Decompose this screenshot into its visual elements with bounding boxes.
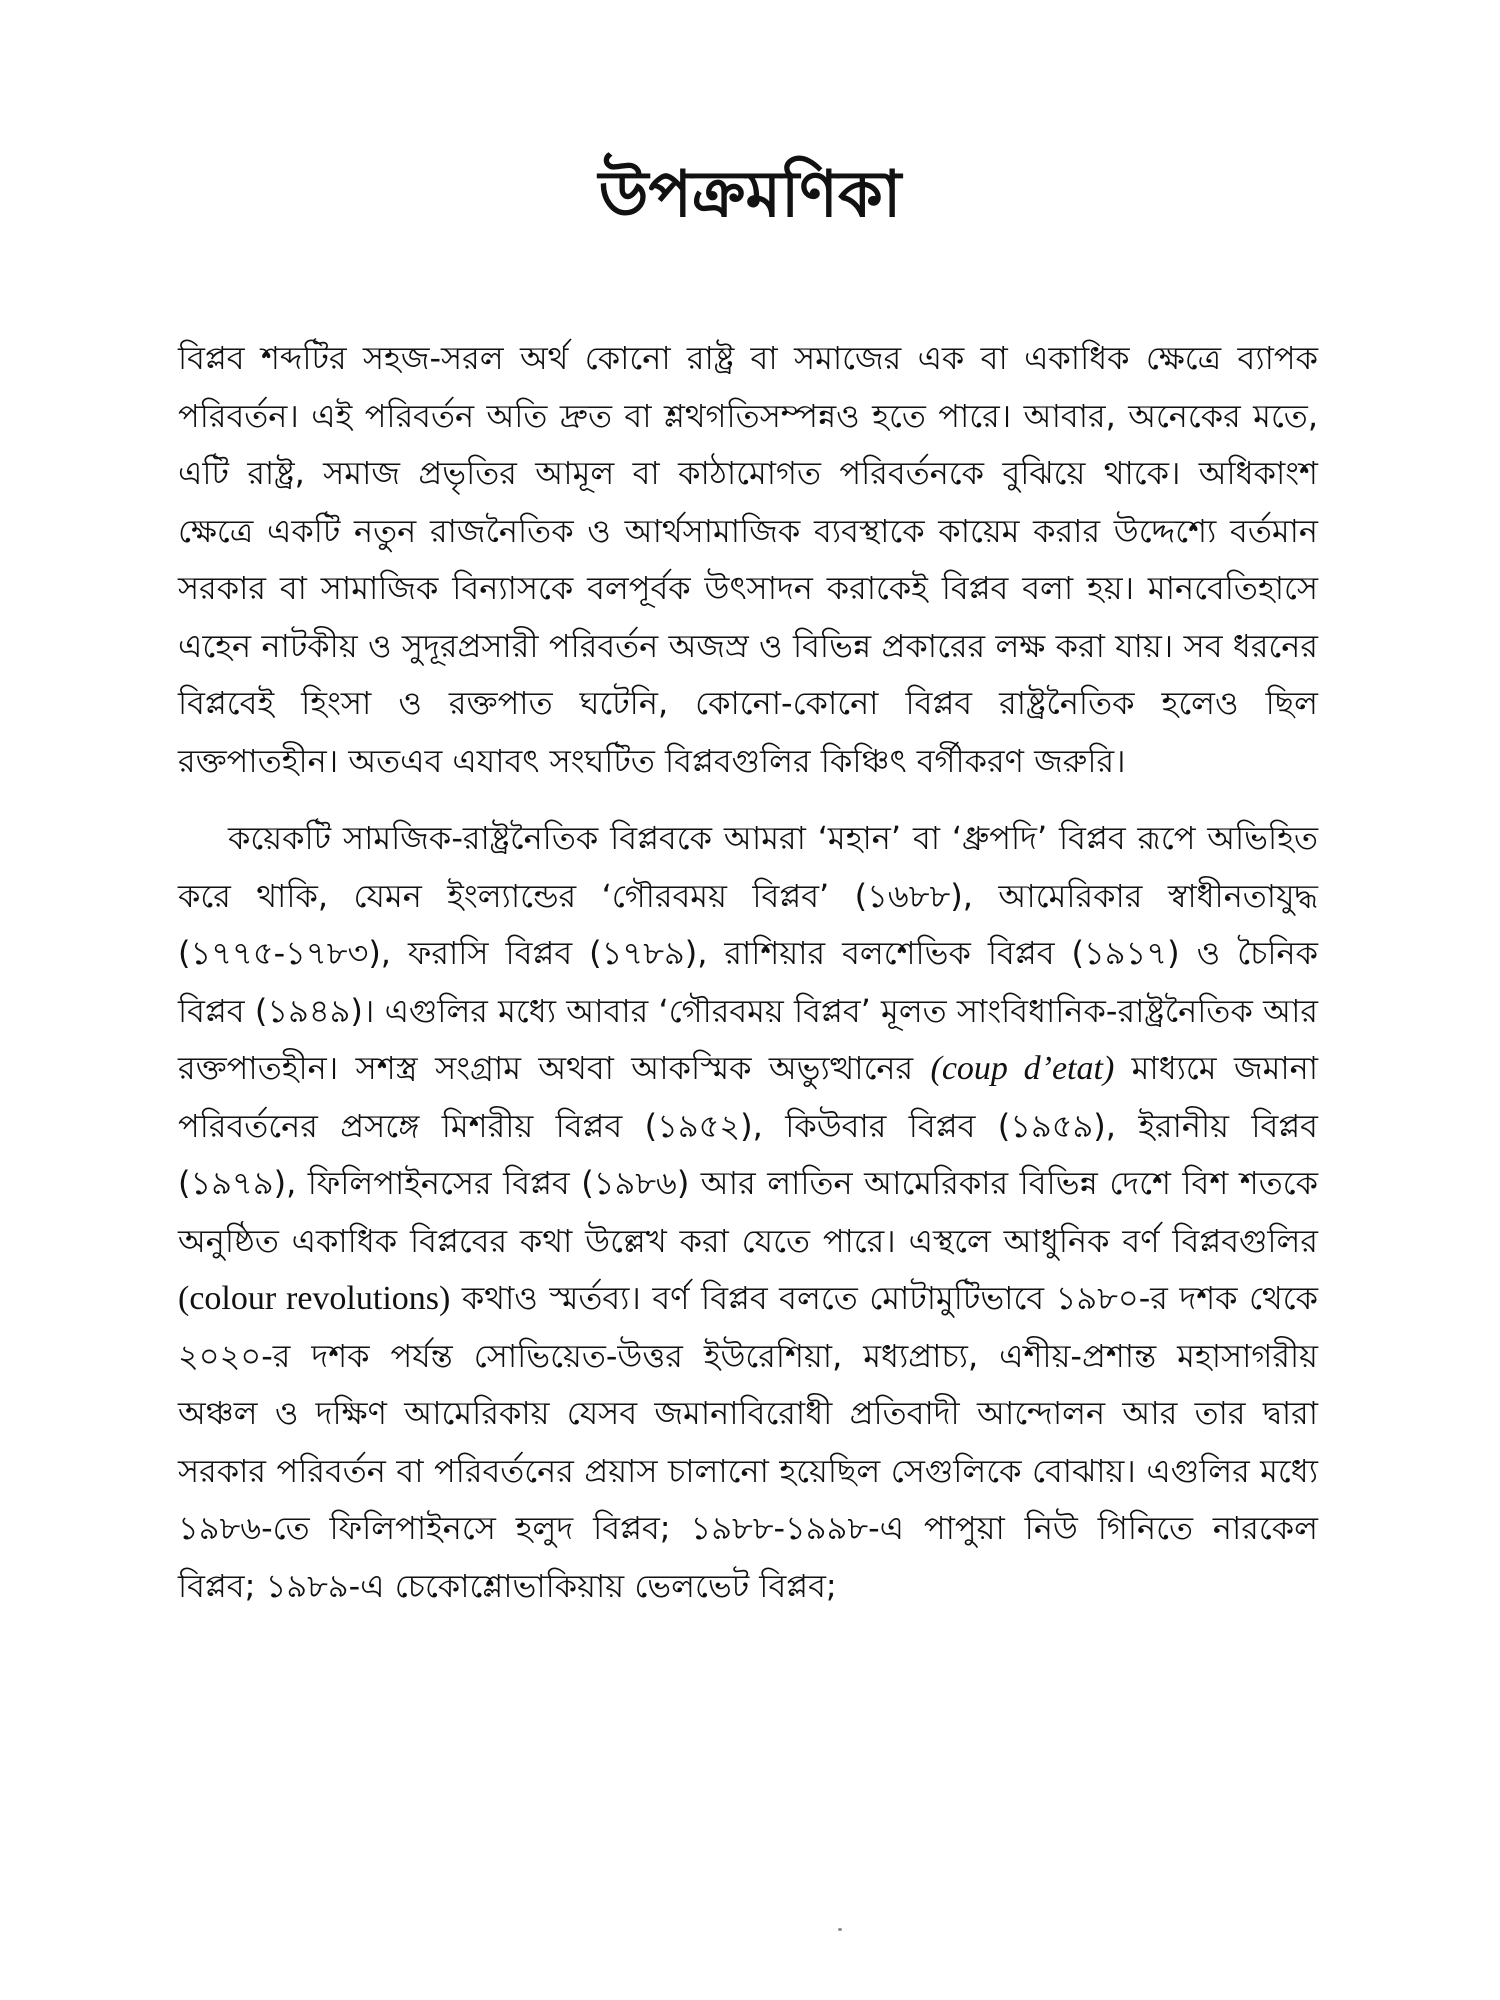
- page-speck: [838, 1928, 842, 1931]
- paragraph-2-text-a: কয়েকটি সামজিক-রাষ্ট্রনৈতিক বিপ্লবকে আমরা ‘মহান’ বা ‘ধ্রুপদি’ বিপ্লব রূপে অভিহিত করে থাকি, যেমন ইংল্যান্ডের ‘গৌরবময় বিপ্লব’ (১৬৮৮), আমেরিকার স্বাধীনতাযুদ্ধ (১৭৭৫-১৭৮৩), ফরাসি বিপ্লব (১৭৮৯), রাশিয়ার বলশেভিক বিপ্লব (১৯১৭) ও চৈনিক বিপ্লব (১৯৪৯)। এগুলির মধ্যে আবার ‘গৌরবময় বিপ্লব’ মূলত সাংবিধানিক-রাষ্ট্রনৈতিক আর রক্তপাতহীন। সশস্ত্র সংগ্রাম অথবা আকস্মিক অভ্যুত্থানের: [178, 819, 1318, 1087]
- paragraph-2: [178, 810, 1318, 1615]
- paragraph-2-text-c: কথাও স্মর্তব্য। বর্ণ বিপ্লব বলতে মোটামুটিভাবে ১৯৮০-র দশক থেকে ২০২০-র দশক পর্যন্ত সোভিয়েত-উত্তর ইউরেশিয়া, মধ্যপ্রাচ্য, এশীয়-প্রশান্ত মহাসাগরীয় অঞ্চল ও দক্ষিণ আমেরিকায় যেসব জমানাবিরোধী প্রতিবাদী আন্দোলন আর তার দ্বারা সরকার পরিবর্তন বা পরিবর্তনের প্রয়াস চালানো হয়েছিল সেগুলিকে বোঝায়। এগুলির মধ্যে ১৯৮৬-তে ফিলিপাইনসে হলুদ বিপ্লব; ১৯৮৮-১৯৯৮-এ পাপুয়া নিউ গিনিতে নারকেল বিপ্লব; ১৯৮৯-এ চেকোশ্লোভাকিয়ায় ভেলভেট বিপ্লব;: [178, 1279, 1318, 1605]
- coup-detat-term: (coup d’etat): [930, 1050, 1115, 1087]
- paragraph-1: [178, 330, 1318, 790]
- paragraph-2-text-b: মাধ্যমে জমানা পরিবর্তনের প্রসঙ্গে মিশরীয় বিপ্লব (১৯৫২), কিউবার বিপ্লব (১৯৫৯), ইরানীয় বিপ্লব (১৯৭৯), ফিলিপাইনসের বিপ্লব (১৯৮৬) আর লাতিন আমেরিকার বিভিন্ন দেশে বিশ শতকে অনুষ্ঠিত একাধিক বিপ্লবের কথা উল্লেখ করা যেতে পারে। এস্থলে আধুনিক বর্ণ বিপ্লবগুলির: [178, 1049, 1318, 1260]
- body-text: [178, 330, 1318, 1615]
- paragraph-1-text: বিপ্লব শব্দটির সহজ-সরল অর্থ কোনো রাষ্ট্র বা সমাজের এক বা একাধিক ক্ষেত্রে ব্যাপক পরিবর্তন। এই পরিবর্তন অতি দ্রুত বা শ্লথগতিসম্পন্নও হতে পারে। আবার, অনেকের মতে, এটি রাষ্ট্র, সমাজ প্রভৃতির আমূল বা কাঠামোগত পরিবর্তনকে বুঝিয়ে থাকে। অধিকাংশ ক্ষেত্রে একটি নতুন রাজনৈতিক ও আর্থসামাজিক ব্যবস্থাকে কায়েম করার উদ্দেশ্যে বর্তমান সরকার বা সামাজিক বিন্যাসকে বলপূর্বক উৎসাদন করাকেই বিপ্লব বলা হয়। মানবেতিহাসে এহেন নাটকীয় ও সুদূরপ্রসারী পরিবর্তন অজস্র ও বিভিন্ন প্রকারের লক্ষ করা যায়। সব ধরনের বিপ্লবেই হিংসা ও রক্তপাত ঘটেনি, কোনো-কোনো বিপ্লব রাষ্ট্রনৈতিক হলেও ছিল রক্তপাতহীন। অতএব এযাবৎ সংঘটিত বিপ্লবগুলির কিঞ্চিৎ বর্গীকরণ জরুরি।: [178, 339, 1318, 780]
- chapter-title: উপক্রমণিকা: [598, 158, 902, 232]
- colour-revolutions-term: (colour revolutions): [178, 1280, 451, 1317]
